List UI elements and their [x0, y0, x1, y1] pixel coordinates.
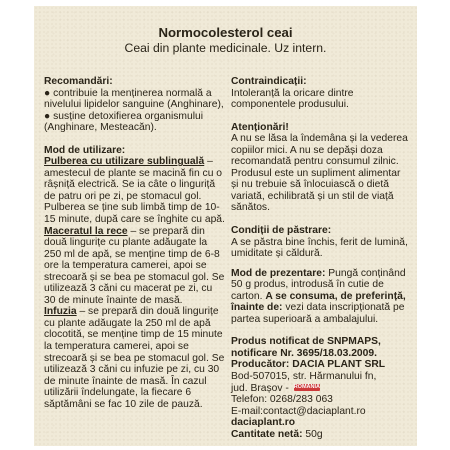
usage-powder: [44, 156, 226, 225]
macerate-title: Maceratul la rece: [44, 225, 128, 237]
macerate-text: – se prepară din două lingurițe cu plante adăugate la 250 ml de apă, se menține timp de 6-8 ore la temperatura camerei, apoi se strecoară și se bea pe stomacul gol. Se utilizează 3 căni cu macerat pe zi, cu 30 de minute înainte de masă.: [44, 225, 225, 306]
expiry-label: A se consuma, de preferință, înainte de:: [231, 290, 406, 314]
presentation-text-2: vezi data inscripționată pe partea superioară a ambalajului.: [231, 302, 405, 325]
warnings-heading: Atenționări!: [231, 121, 289, 133]
right-column: [231, 76, 409, 440]
recommendations-heading: Recomandări:: [44, 76, 113, 87]
contraindications-heading: Contraindicații:: [231, 76, 307, 87]
storage-heading: Condiții de păstrare:: [231, 225, 332, 237]
recommendation-item-2: ● susține detoxifierea organismului (Anghinare, Mesteacăn).: [44, 110, 204, 134]
notification-text: Produs notificat de SNPMAPS, notificare Nr. 3695/18.03.2009.: [231, 336, 381, 359]
producer-phone: Telefon: 0268/283 063: [231, 394, 333, 406]
producer-address-1: Bod-507015, str. Hărmanului fn,: [231, 371, 377, 383]
powder-title: Pulberea cu utilizare sublinguală: [44, 156, 205, 168]
usage-macerate: [44, 226, 226, 307]
product-label: [34, 6, 417, 446]
producer-name: Producător: DACIA PLANT SRL: [231, 359, 386, 371]
product-subtitle: Ceai din plante medicinale. Uz intern.: [124, 41, 327, 55]
storage-text: A se păstra bine închis, ferit de lumină, umiditate și căldură.: [231, 236, 408, 260]
left-column: [44, 76, 226, 410]
presentation-block: [231, 268, 409, 326]
usage-heading: Mod de utilizare:: [44, 144, 126, 156]
usage-infusion: [44, 306, 226, 410]
presentation-heading: Mod de prezentare:: [231, 267, 326, 279]
romania-flag-badge: [294, 384, 320, 391]
product-title: Normocolesterol ceai: [158, 25, 293, 40]
producer-email: E-mail:contact@daciaplant.ro: [231, 405, 366, 417]
producer-county: jud. Brașov -: [231, 382, 289, 394]
infusion-text: – se prepară din două lingurițe cu plante adăugate la 250 ml de apă clocotită, se menține timp de 15 minute la temperatura camerei, apoi se strecoară și se bea pe stomacul gol. Se utilizează 3 căni cu infuzie pe zi, cu 30 de minute înainte de masă. În cazul utilizării îndelungate, la fiecare 6 săptămâni se fac 10 zile de pauză.: [44, 306, 225, 410]
recommendation-item-1: ● contribuie la menținerea normală a nivelului lipidelor sanguine (Anghinare),: [44, 87, 224, 111]
infusion-title: Infuzia: [44, 306, 77, 318]
presentation-text-1: Pungă conținând 50 g produs, introdusă în cutie de carton.: [231, 267, 406, 302]
net-quantity: [231, 429, 409, 441]
producer-address-2: [231, 383, 409, 395]
producer-website: daciaplant.ro: [231, 417, 296, 429]
net-quantity-label: Cantitate netă:: [231, 428, 303, 440]
contraindications-text: Intoleranță la oricare dintre componentele produsului.: [231, 87, 354, 111]
warnings-text: A nu se lăsa la îndemâna și la vederea copiilor mici. A nu se depăși doza recomandată pentru consumul zilnic. Produsul este un supliment alimentar și nu trebuie să înlocuiască o dietă variată, echilibrată și un stil de viață sănătos.: [231, 133, 408, 214]
net-quantity-value: 50g: [302, 428, 323, 440]
powder-text: – amestecul de plante se macină fin cu o râșniță electrică. Se ia câte o linguriță de patru ori pe zi, pe stomacul gol. Pulberea se ține sub limbă timp de 10-15 minute, după care se înghite cu apă.: [44, 156, 225, 226]
